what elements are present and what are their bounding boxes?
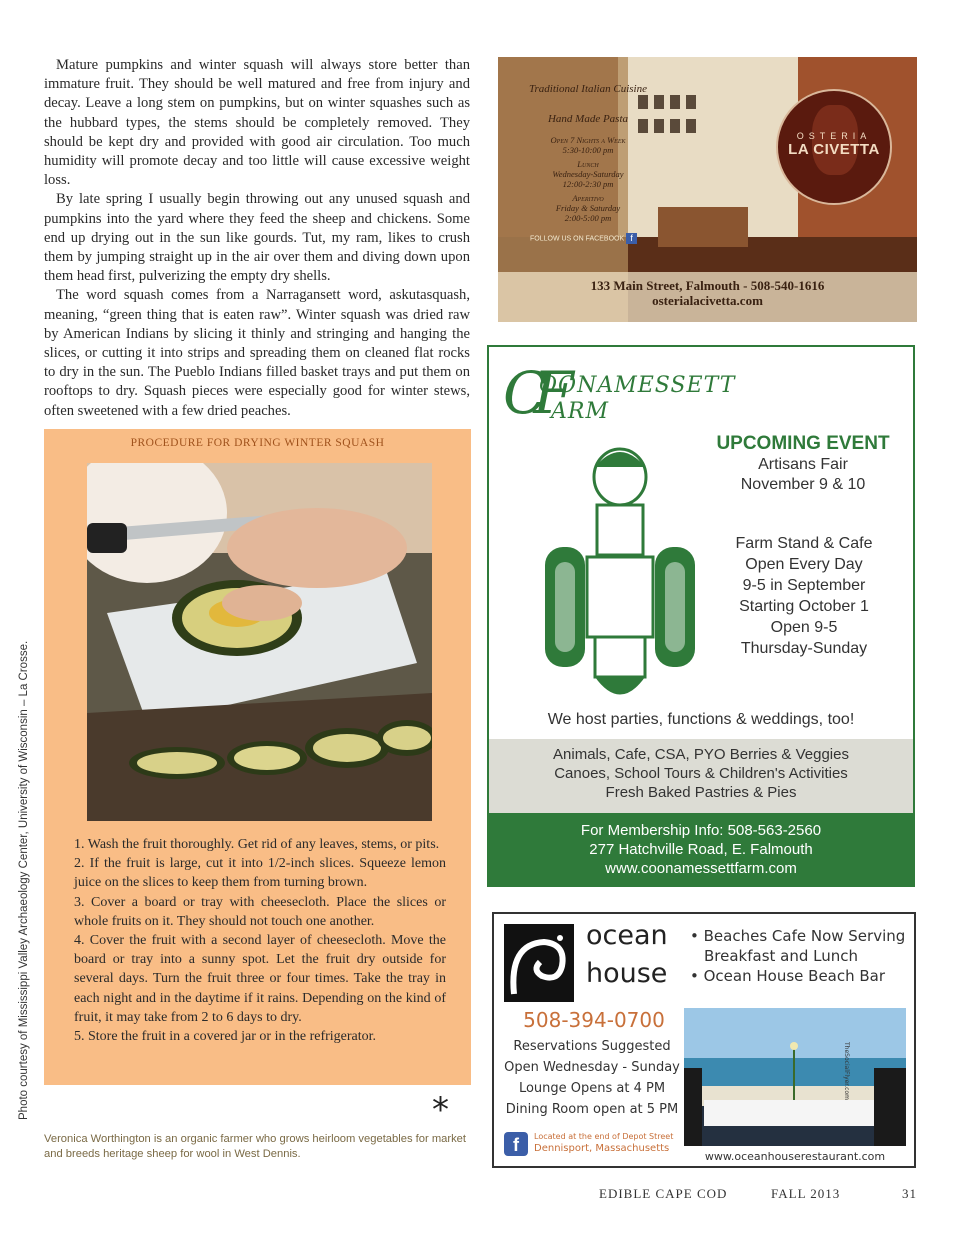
- tractor-farmer-illustration: [525, 437, 715, 717]
- coonamessett-logo-letters: CF: [503, 359, 560, 427]
- beach-dining-photo: [684, 1008, 906, 1146]
- ocean-photo-credit: TheSocialFlyer.com: [843, 1042, 850, 1100]
- osteria-open-hours: 5:30-10:00 pm: [562, 145, 614, 155]
- article-paragraph: By late spring I usually begin throwing out any unused squash and pumpkins into the yard where they feed the sheep and chickens. Some end up drying out in the sun like gourds. Tut, my ram, likes to crush them by jumping straight up in the air over them and diving down upon them head first, pulverizing the empty dry shells.: [44, 191, 470, 285]
- osteria-facebook-label: FOLLOW US ON FACEBOOK: [530, 235, 625, 243]
- coonamessett-logo-line2: ARM: [551, 399, 609, 424]
- procedure-step: 1. Wash the fruit thoroughly. Get rid of any leaves, stems, or pits.: [74, 837, 440, 852]
- procedure-step: 4. Cover the fruit with a second layer of cheesecloth. Move the board or tray into a sunny spot. Let the fruit dry outside for several days. Turn the fruit three or four times. Take the tray in each night and in the daytime if it rains. Depending on the kind of fruit, it may take from 2 to 6 days to dry.: [74, 933, 446, 1025]
- footer-page-number: 31: [902, 1186, 917, 1201]
- article-body: [44, 56, 470, 421]
- parties-line: We host parties, functions & weddings, too!: [547, 711, 855, 728]
- coonamessett-ad: [487, 345, 915, 887]
- activities-line: Fresh Baked Pastries & Pies: [605, 784, 797, 801]
- osteria-cuisine: Traditional Italian Cuisine: [529, 83, 647, 95]
- procedure-steps: [74, 835, 446, 1046]
- coonamessett-logo-line1: OONAMESSETT: [539, 373, 736, 398]
- ocean-detail-line: Lounge Opens at 4 PM: [518, 1081, 666, 1096]
- coonamessett-address: 277 Hatchville Road, E. Falmouth: [589, 841, 813, 858]
- ocean-detail-line: Reservations Suggested: [513, 1039, 671, 1054]
- farm-hours-line: Open Every Day: [745, 556, 863, 573]
- footer-season: FALL 2013: [771, 1186, 841, 1201]
- coonamessett-website[interactable]: www.coonamessettfarm.com: [605, 860, 797, 877]
- osteria-logo-name: LA CIVETTA: [788, 141, 880, 158]
- osteria-lunch-hours: 12:00-2:30 pm: [562, 179, 614, 189]
- facebook-icon[interactable]: f: [504, 1132, 528, 1156]
- author-bio: Veronica Worthington is an organic farmer who grows heirloom vegetables for market and breeds heritage sheep for wool in West Dennis.: [44, 1133, 467, 1160]
- farm-hours-line: Starting October 1: [739, 598, 869, 615]
- event-name: Artisans Fair: [758, 456, 848, 473]
- ocean-bullet-text: Ocean House Beach Bar: [703, 967, 886, 985]
- squash-slicing-photo: [87, 463, 432, 821]
- osteria-pasta: Hand Made Pasta: [547, 113, 629, 125]
- osteria-aperitivo-days: Friday & Saturday: [555, 203, 621, 213]
- osteria-website[interactable]: osterialacivetta.com: [652, 293, 763, 308]
- ocean-bullet-list: [690, 926, 912, 986]
- farm-hours-line: Open 9-5: [770, 619, 838, 636]
- ocean-town: Dennisport, Massachusetts: [534, 1143, 670, 1154]
- article-paragraph: Mature pumpkins and winter squash will always store better than immature fruit. They should be well matured and free from injury and decay. Leave a long stem on pumpkins, but on winter squashes such as the hubbard types, the stems should be completely removed. They should be kept dry and provided with good air circulation. Too much humidity will promote decay and too little will cause excessive weight loss.: [44, 57, 470, 189]
- event-date: November 9 & 10: [740, 476, 866, 493]
- osteria-lunch-days: Wednesday-Saturday: [552, 169, 624, 179]
- farm-hours-line: 9-5 in September: [742, 577, 866, 594]
- ocean-bullet: • Beaches Cafe Now Serving Breakfast and Lunch: [690, 927, 906, 965]
- farm-hours: [719, 533, 889, 659]
- osteria-logo: [776, 89, 892, 205]
- osteria-ad: [498, 57, 917, 322]
- ocean-location: Located at the end of Depot Street: [534, 1132, 674, 1141]
- osteria-lunch: Lunch: [577, 159, 599, 169]
- ocean-house-ad: [492, 912, 916, 1168]
- facebook-icon: f: [626, 233, 637, 244]
- membership-band: [489, 813, 913, 885]
- procedure-step: 3. Cover a board or tray with cheesecloth. Place the slices or whole fruits on it. They should not touch one another.: [74, 894, 446, 929]
- ocean-phone: 508-394-0700: [523, 1008, 665, 1032]
- upcoming-event: [703, 433, 903, 495]
- osteria-facebook[interactable]: [530, 233, 637, 244]
- osteria-open: Open 7 Nights a Week: [550, 135, 626, 145]
- wave-logo-icon: [504, 924, 574, 1002]
- ocean-bullet-text: Beaches Cafe Now Serving Breakfast and Lunch: [703, 927, 906, 965]
- osteria-aperitivo-hours: 2:00-5:00 pm: [564, 213, 612, 223]
- procedure-step: 5. Store the fruit in a covered jar or in the refrigerator.: [74, 1029, 377, 1045]
- ocean-detail-line: Dining Room open at 5 PM: [505, 1102, 679, 1117]
- ocean-detail-line: Open Wednesday - Sunday: [504, 1060, 680, 1075]
- activities-line: Animals, Cafe, CSA, PYO Berries & Veggies: [553, 746, 849, 763]
- activities-band: [489, 739, 913, 813]
- ocean-logo-line2: house: [586, 958, 668, 989]
- event-heading: UPCOMING EVENT: [716, 433, 890, 454]
- activities-line: Canoes, School Tours & Children's Activities: [554, 765, 848, 782]
- sidebar-title: PROCEDURE FOR DRYING WINTER SQUASH: [130, 437, 385, 449]
- photo-credit: Photo courtesy of Mississippi Valley Archaeology Center, University of Wisconsin – La Crosse.: [18, 640, 30, 1120]
- ocean-details: [500, 1036, 684, 1120]
- osteria-logo-top: OSTERIA: [796, 131, 872, 141]
- ocean-bullet: • Ocean House Beach Bar: [690, 967, 886, 985]
- farm-hours-line: Farm Stand & Cafe: [735, 535, 873, 552]
- ocean-website[interactable]: www.oceanhouserestaurant.com: [704, 1150, 886, 1163]
- osteria-address: 133 Main Street, Falmouth - 508-540-1616: [590, 278, 825, 293]
- article-paragraph: The word squash comes from a Narragansett word, askutasquash, meaning, “green thing that is eaten raw”. Winter squash was dried raw by American Indians by slicing it thinly and stringing and hanging the slices, or cutting it into strips and spreading them on cleaned flat rocks to dry in the sun. The Pueblo Indians filled basket trays and put them on rooftops to dry. Squash pieces were especially good for winter stews, often sweetened with a few dried peaches.: [44, 287, 470, 419]
- osteria-aperitivo: Aperitivo: [572, 193, 604, 203]
- procedure-step: 2. If the fruit is large, cut it into 1/2-inch slices. Squeeze lemon juice on the slices to keep them from turning brown.: [74, 856, 446, 891]
- end-mark: *: [432, 1090, 449, 1130]
- procedure-sidebar: [44, 429, 471, 1085]
- footer-publication: EDIBLE CAPE COD: [599, 1186, 728, 1201]
- ocean-logo-line1: ocean: [586, 920, 668, 951]
- membership-info: For Membership Info: 508-563-2560: [580, 822, 822, 839]
- farm-hours-line: Thursday-Sunday: [740, 640, 868, 657]
